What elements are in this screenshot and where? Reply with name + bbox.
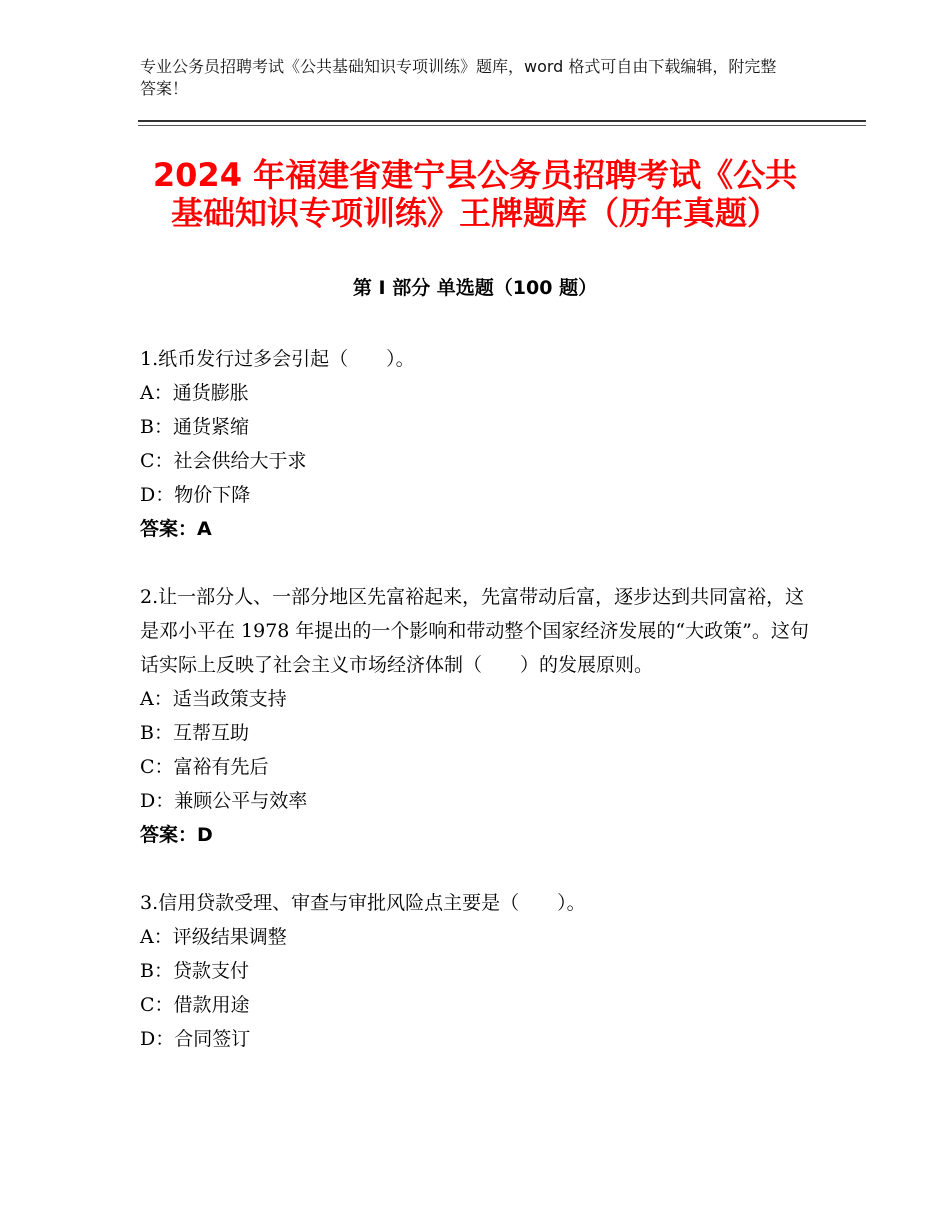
option-b: B：通货紧缩 bbox=[140, 416, 249, 438]
question-stem: 1.纸币发行过多会引起（ ）。 bbox=[140, 348, 415, 370]
question-stem: 3.信用贷款受理、审查与审批风险点主要是（ ）。 bbox=[140, 892, 586, 914]
option-a: A：评级结果调整 bbox=[140, 926, 287, 948]
option-b: B：贷款支付 bbox=[140, 960, 249, 982]
header-note: 专业公务员招聘考试《公共基础知识专项训练》题库，word 格式可自由下载编辑，附完整答案！ bbox=[140, 57, 777, 98]
option-a: A：通货膨胀 bbox=[140, 382, 249, 404]
option-b: B：互帮互助 bbox=[140, 722, 249, 744]
section-title: 第 I 部分 单选题（100 题） bbox=[352, 277, 598, 299]
header-rule-thin bbox=[138, 125, 866, 126]
option-c: C：社会供给大于求 bbox=[140, 450, 307, 472]
question-stem: 2.让一部分人、一部分地区先富裕起来，先富带动后富，逐步达到共同富裕，这是邓小平在 1978 年提出的一个影响和带动整个国家经济发展的“大政策”。这句话实际上反映了社会主义市场经济体制（ ）的发展原则。 bbox=[140, 586, 809, 676]
option-c: C：富裕有先后 bbox=[140, 756, 269, 778]
option-d: D：兼顾公平与效率 bbox=[140, 790, 308, 812]
option-c: C：借款用途 bbox=[140, 994, 250, 1016]
option-a: A：适当政策支持 bbox=[140, 688, 287, 710]
question-1 bbox=[140, 342, 820, 546]
answer: 答案：A bbox=[140, 518, 212, 540]
document-title-line-2: 基础知识专项训练》王牌题库（历年真题） bbox=[170, 194, 779, 232]
option-d: D：合同签订 bbox=[140, 1028, 251, 1050]
document-title bbox=[120, 156, 830, 232]
header-rule-thick bbox=[138, 120, 866, 122]
document-title-line-1: 2024 年福建省建宁县公务员招聘考试《公共 bbox=[152, 156, 798, 194]
option-d: D：物价下降 bbox=[140, 484, 251, 506]
question-3 bbox=[140, 886, 820, 1056]
question-list bbox=[140, 342, 820, 1090]
question-2 bbox=[140, 580, 820, 852]
answer: 答案：D bbox=[140, 824, 213, 846]
